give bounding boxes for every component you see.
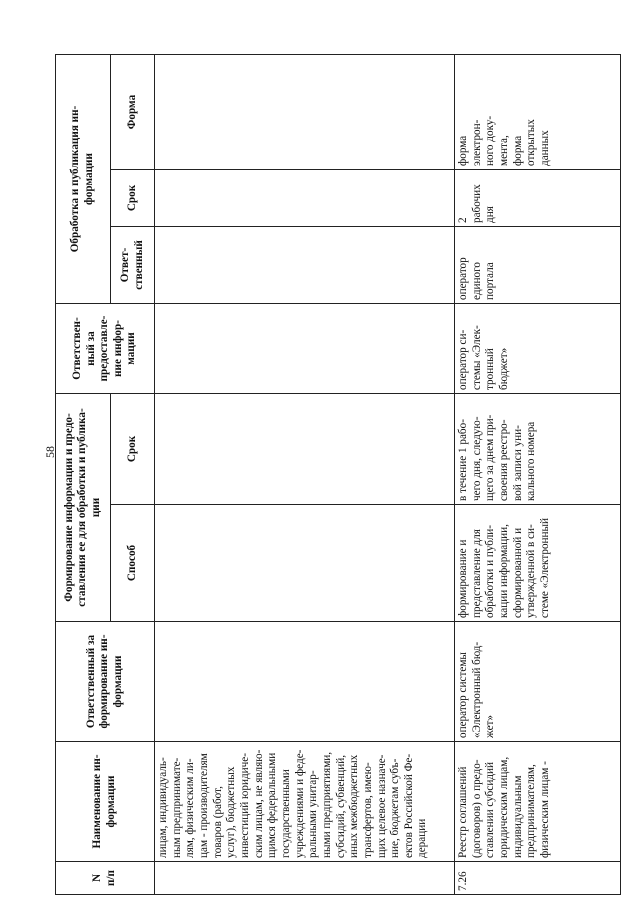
cell-resp-form [155,622,455,742]
header-proc-form: Форма [111,54,155,169]
cell-resp-provide: оператор си- стемы «Элек- тронный бюджет» [455,304,621,394]
header-method: Способ [111,505,155,622]
cell-proc-term [155,170,455,227]
cell-resp-provide [155,304,455,394]
page-number: 58 [43,446,57,458]
cell-proc-form: форма электрон- ного доку- мента, форма открытых данных [455,54,621,169]
header-responsible: Ответ- ственный [111,227,155,304]
table-row [455,54,621,894]
cell-method [155,505,455,622]
cell-term: в течение 1 рабо- чего дня, следую- щего за днем при- своения реестро- вой записи уни- кального номера [455,394,621,505]
cell-num: 7.26 [455,862,621,895]
cell-proc-form [155,54,455,169]
header-processing-group: Обработка и публикация ин- формации [56,54,111,303]
header-name: Наименование ин- формации [56,742,155,862]
header-formation-group: Формирование информации и предо- ставления ее для обработки и публика- ции [56,394,111,622]
header-resp-provide: Ответствен- ный за предоставле- ние инфор- мации [56,304,155,394]
rotated-table-frame [55,55,620,895]
header-resp-form: Ответственный за формирование ин- формации [56,622,155,742]
cell-num [155,862,455,895]
cell-proc-term: 2 рабочих дня [455,170,621,227]
header-term: Срок [111,394,155,505]
cell-name: лицам, индивидуаль- ным предпринимате- лям, физическим ли- цам - производителям товаров (работ, услуг), бюджетных инвестиций юридиче- ским лицам, не являю- щимся федеральными государственными учреждениями и феде- ральными унитар- ными предприятиями, субсидий, субвенций, иных межбюджетных трансфертов, имею- щих целевое назначе- ние, бюджетам субъ- ектов Российской Фе- дерации [155,742,455,862]
header-row-1 [56,54,111,894]
table-row [155,54,455,894]
header-num: N п/п [56,862,155,895]
cell-responsible: оператор единого портала [455,227,621,304]
cell-name: Реестр соглашений (договоров) о предо- ставлении субсидий юридическим лицам, индивидуальным предпринимателям, физическим лицам - [455,742,621,862]
cell-resp-form: оператор системы «Электронный бюд- жет» [455,622,621,742]
rotated-table-container [55,55,620,895]
header-proc-term: Срок [111,170,155,227]
cell-term [155,394,455,505]
information-table [55,54,621,895]
cell-responsible [155,227,455,304]
cell-method: формирование и представление для обработки и публи- кации информации, сформированной и утвержденной в си- стеме «Электронный [455,505,621,622]
